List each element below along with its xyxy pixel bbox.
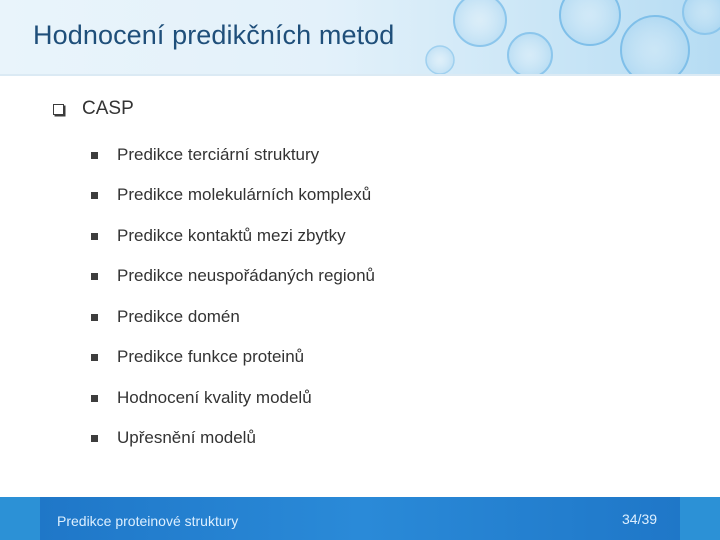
square-bullet-icon — [91, 395, 98, 402]
list-item-label: Hodnocení kvality modelů — [117, 388, 312, 407]
footer-title: Predikce proteinové struktury — [57, 513, 239, 529]
list-item-label: Predikce funkce proteinů — [117, 347, 305, 366]
header-divider — [0, 74, 720, 76]
slide-title: Hodnocení predikčních metod — [33, 20, 395, 50]
square-bullet-icon — [91, 273, 98, 280]
square-bullet-icon — [91, 314, 98, 321]
square-bullet-icon — [91, 192, 98, 199]
list-item-label: Predikce neuspořádaných regionů — [117, 266, 376, 285]
bubbles-decoration-icon — [420, 0, 720, 74]
square-bullet-icon — [91, 354, 98, 361]
checkbox-bullet-icon — [53, 104, 64, 115]
page-number: 34/39 — [622, 511, 658, 527]
list-item-label: Predikce kontaktů mezi zbytky — [117, 226, 346, 245]
square-bullet-icon — [91, 435, 98, 442]
list-item-label: Predikce molekulárních komplexů — [117, 185, 372, 204]
list-item-label: Predikce terciární struktury — [117, 145, 320, 164]
list-item-label: Upřesnění modelů — [117, 428, 256, 447]
slide-header — [0, 0, 720, 74]
main-item-label: CASP — [82, 98, 134, 119]
square-bullet-icon — [91, 233, 98, 240]
square-bullet-icon — [91, 152, 98, 159]
slide-footer — [0, 497, 720, 540]
list-item-label: Predikce domén — [117, 307, 240, 326]
